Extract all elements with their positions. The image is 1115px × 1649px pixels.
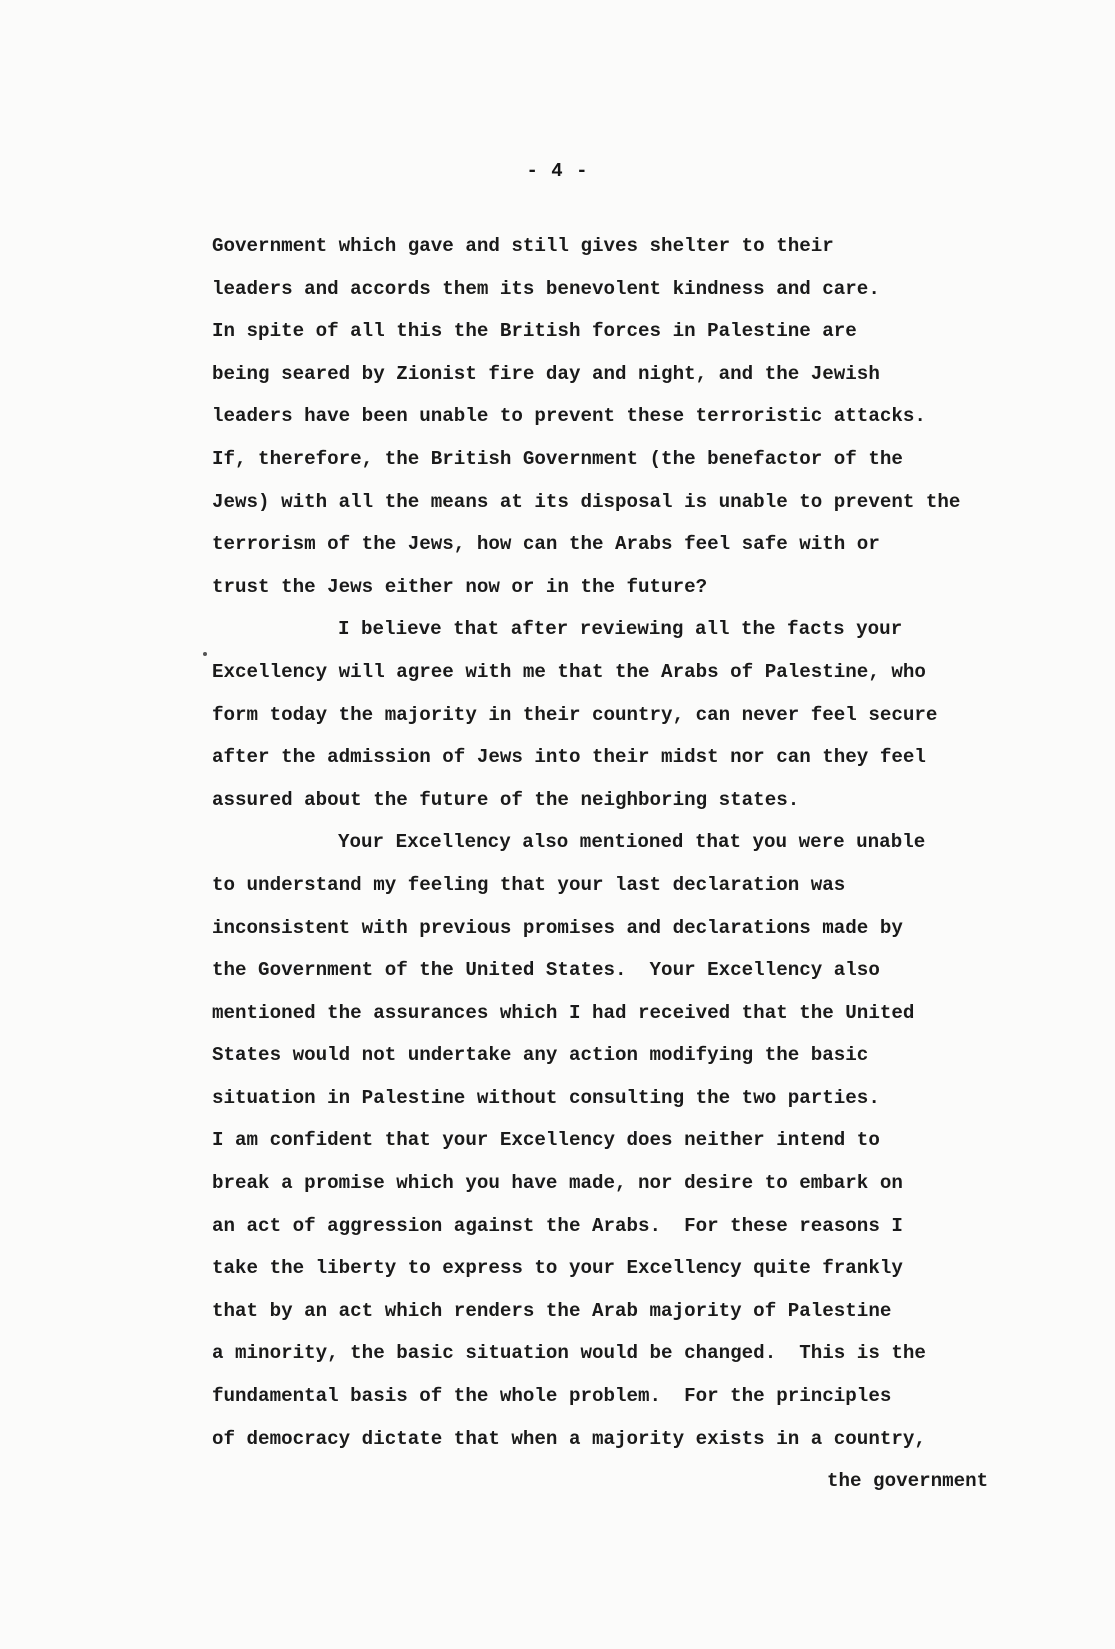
text-line: leaders and accords them its benevolent kindness and care. — [212, 277, 880, 300]
text-line: States would not undertake any action modifying the basic — [212, 1044, 869, 1067]
text-line: situation in Palestine without consulting the two parties. — [212, 1086, 880, 1109]
text-line: the government — [827, 1470, 989, 1493]
text-line: a minority, the basic situation would be changed. This is the — [212, 1342, 926, 1365]
text-line: leaders have been unable to prevent these terroristic attacks. — [212, 405, 926, 428]
text-line: trust the Jews either now or in the future? — [212, 575, 708, 598]
text-line: that by an act which renders the Arab majority of Palestine — [212, 1299, 892, 1322]
text-line: Government which gave and still gives shelter to their — [212, 235, 834, 257]
text-line: being seared by Zionist fire day and night, and the Jewish — [212, 362, 880, 385]
text-line: an act of aggression against the Arabs. For these reasons I — [212, 1214, 903, 1237]
text-line: take the liberty to express to your Excellency quite frankly — [212, 1257, 903, 1280]
text-line: terrorism of the Jews, how can the Arabs feel safe with or — [212, 533, 880, 556]
text-line: assured about the future of the neighboring states. — [212, 788, 800, 811]
text-line: the Government of the United States. Your Excellency also — [212, 959, 880, 982]
text-line: fundamental basis of the whole problem. For the principles — [212, 1385, 892, 1408]
text-line: of democracy dictate that when a majority exists in a country, — [212, 1427, 926, 1450]
text-line: form today the majority in their country, can never feel secure — [212, 703, 938, 726]
text-line: mentioned the assurances which I had received that the United — [212, 1001, 915, 1024]
ink-speck — [203, 652, 207, 656]
text-line: Jews) with all the means at its disposal is unable to prevent the — [212, 490, 961, 513]
text-line: break a promise which you have made, nor desire to embark on — [212, 1172, 903, 1195]
text-line: after the admission of Jews into their midst nor can they feel — [212, 746, 926, 769]
page-number: - 4 - — [526, 160, 589, 182]
text-line: Excellency will agree with me that the Arabs of Palestine, who — [212, 660, 926, 683]
text-line: inconsistent with previous promises and declarations made by — [212, 916, 903, 939]
body-text — [212, 225, 1052, 1503]
text-line: I believe that after reviewing all the facts your — [338, 618, 903, 641]
text-line: I am confident that your Excellency does neither intend to — [212, 1129, 880, 1152]
text-line: Your Excellency also mentioned that you were unable — [338, 831, 926, 854]
text-line: In spite of all this the British forces in Palestine are — [212, 320, 857, 343]
text-line: If, therefore, the British Government (the benefactor of the — [212, 447, 903, 470]
text-line: to understand my feeling that your last declaration was — [212, 873, 846, 896]
